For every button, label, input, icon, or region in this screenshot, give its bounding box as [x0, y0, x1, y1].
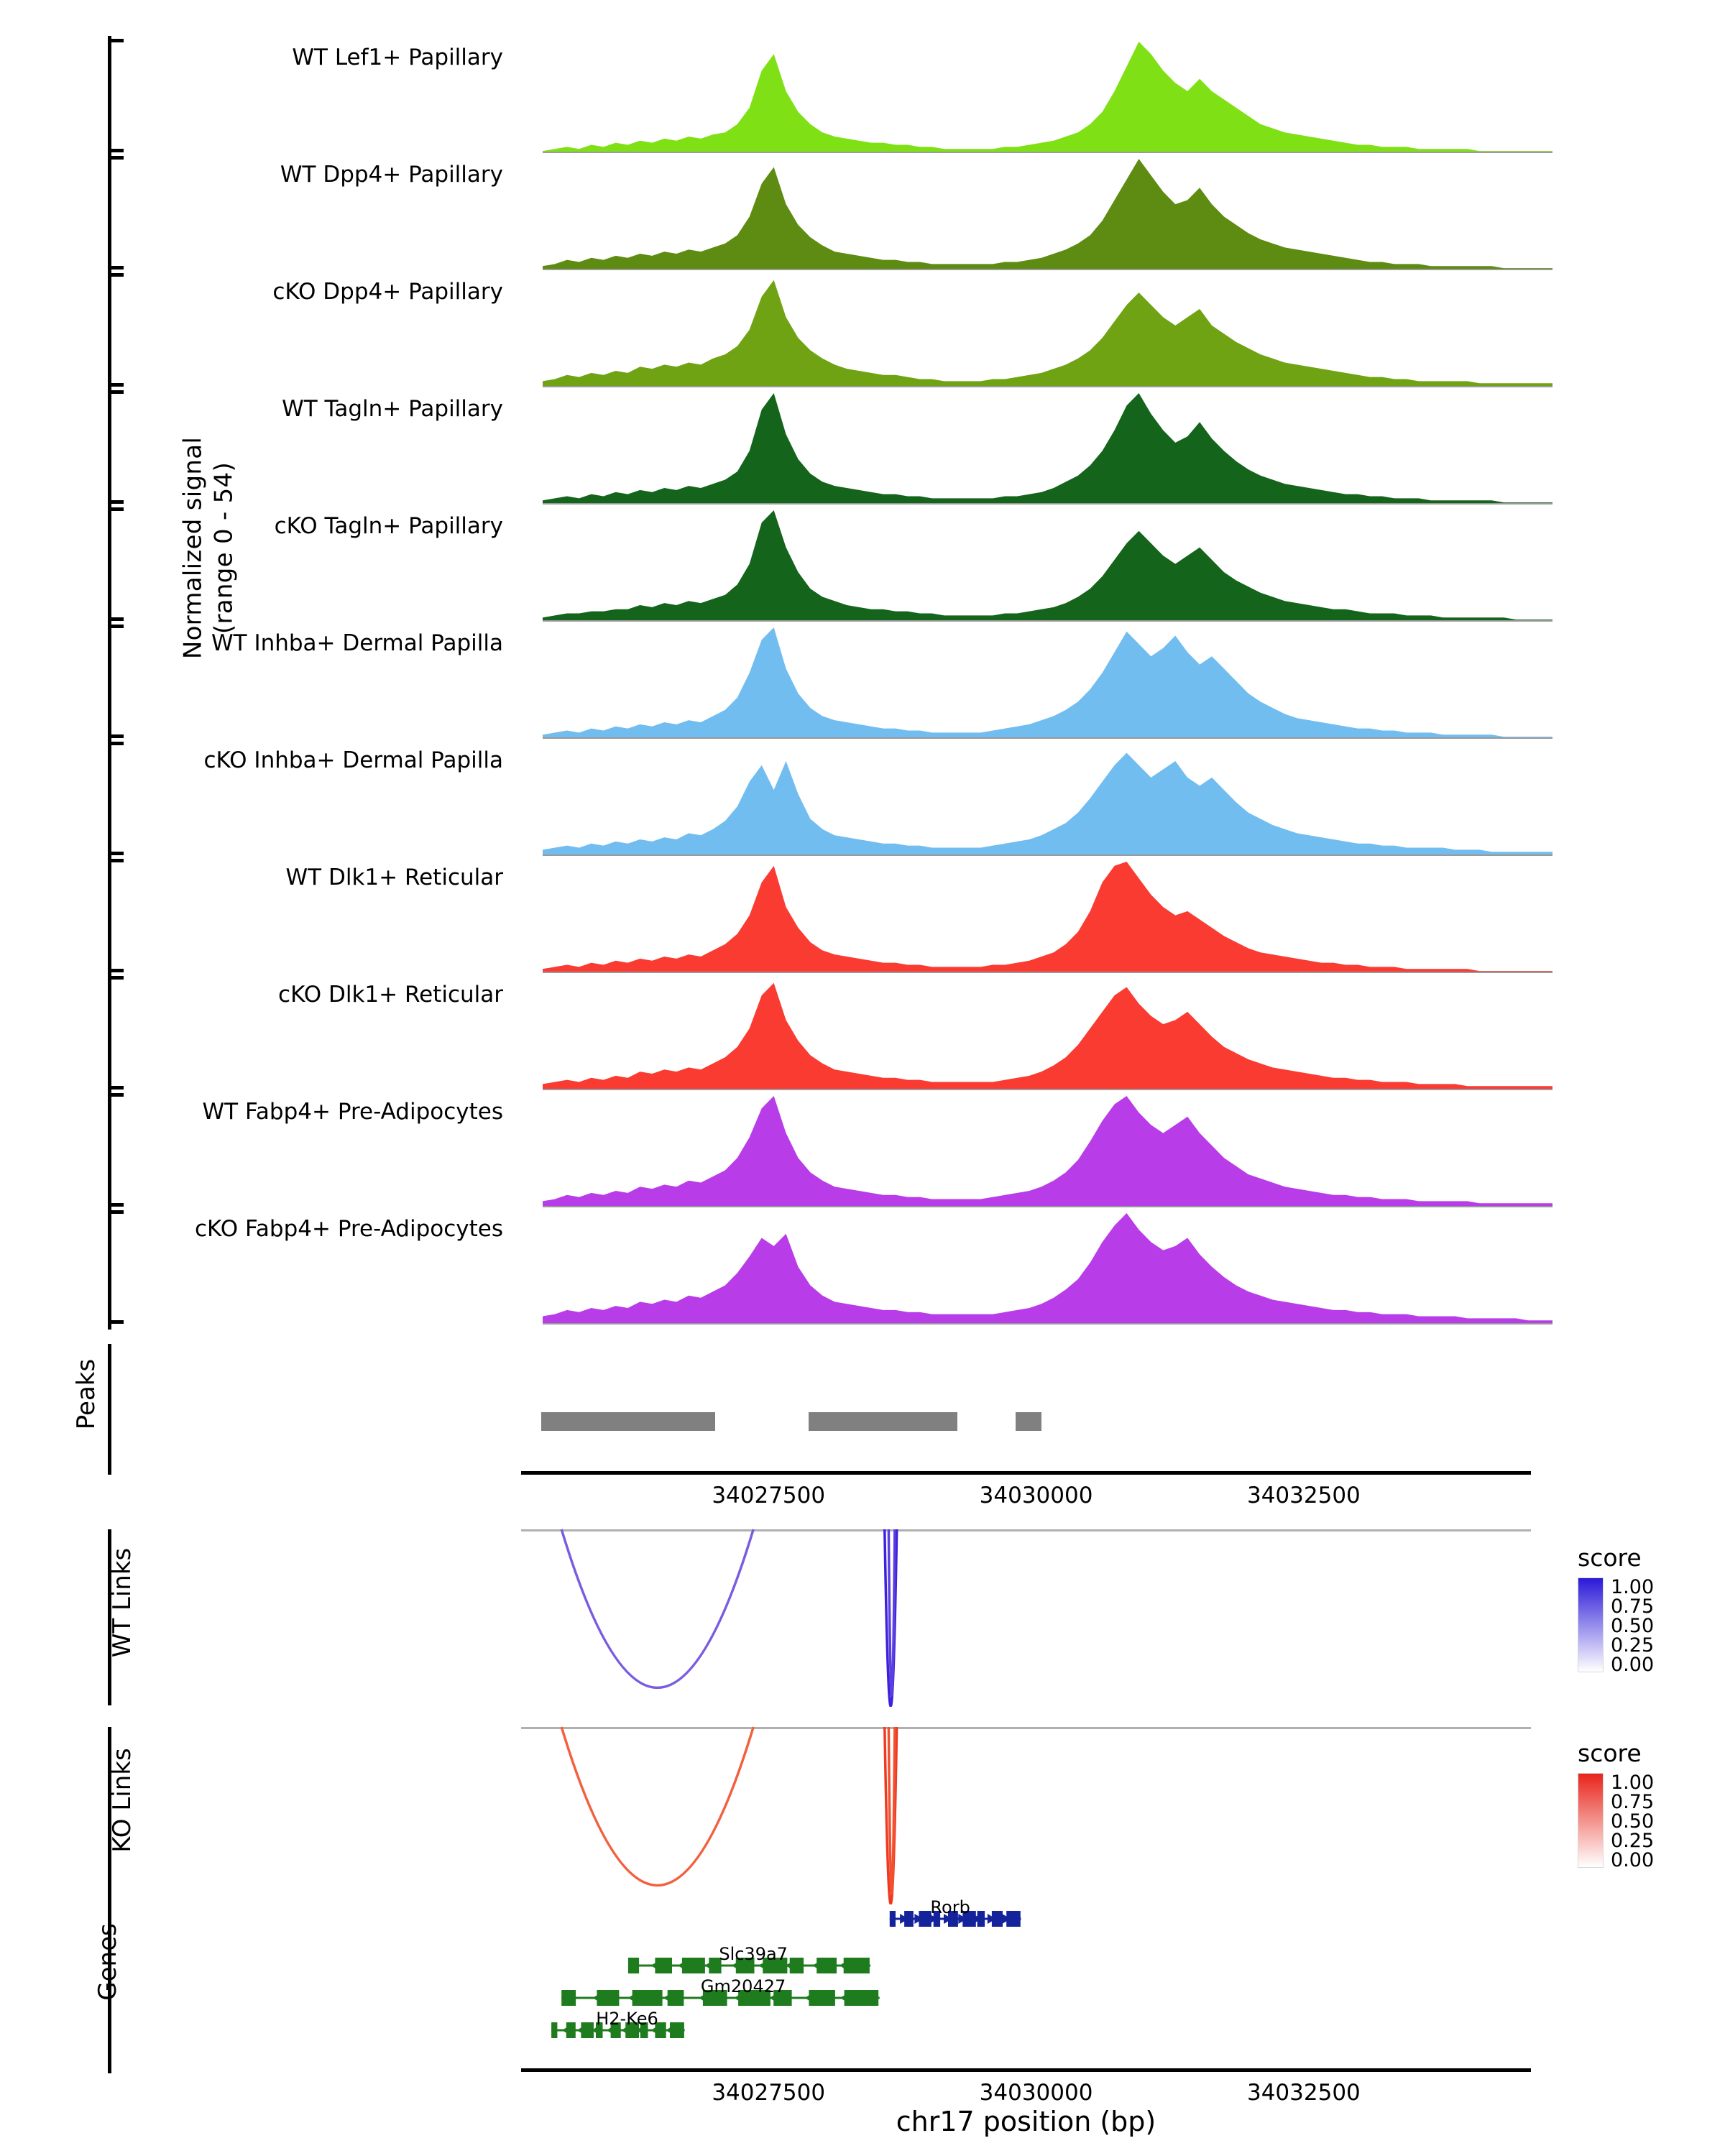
signal-track-area [543, 505, 1552, 622]
signal-axis-tick [108, 266, 124, 270]
gene-strand-arrow [840, 1993, 849, 2003]
signal-track-area [543, 739, 1552, 856]
gene-exon [632, 1990, 663, 2006]
signal-track-label: cKO Dpp4+ Papillary [272, 279, 503, 305]
signal-axis-tick [108, 625, 124, 628]
signal-track-area [543, 1207, 1552, 1325]
gene-name-label: H2-Ke6 [596, 2009, 658, 2029]
link-arc [888, 1727, 895, 1893]
signal-track-label: cKO Inhba+ Dermal Papilla [203, 747, 503, 773]
gene-strand-arrow [678, 1961, 686, 1971]
position-tick-label: 34032500 [1246, 2080, 1361, 2106]
gene-name-label: Gm20427 [700, 1976, 786, 1996]
legend-tick-label: 0.50 [1611, 1615, 1655, 1637]
gene-exon [551, 2022, 557, 2038]
signal-axis-tick [108, 1203, 124, 1207]
legend-tick-label: 0.00 [1611, 1849, 1655, 1871]
legend-tick-label: 1.00 [1611, 1772, 1655, 1794]
signal-track [129, 739, 1552, 856]
signal-axis-tick [108, 976, 124, 980]
signal-axis-tick [108, 859, 124, 862]
ko-links-plot [521, 1721, 1531, 1904]
signal-track-baseline [543, 1323, 1552, 1325]
position-tick-label: 34032500 [1246, 1483, 1361, 1508]
position-axis-bottom [521, 2068, 1531, 2111]
signal-track-label: WT Tagln+ Papillary [282, 396, 503, 422]
gene-exon [628, 1958, 639, 1973]
position-axis-top [521, 1471, 1531, 1514]
signal-track-area [543, 387, 1552, 505]
signal-track-label: WT Inhba+ Dermal Papilla [211, 630, 503, 656]
ko-legend-title: score [1578, 1739, 1642, 1767]
ko-legend-gradient [1578, 1773, 1604, 1868]
position-tick-label: 34027500 [712, 2080, 826, 2106]
gene-name-label: Rorb [930, 1897, 970, 1917]
signal-track [129, 1207, 1552, 1325]
genes-plot [521, 1897, 1531, 2077]
wt-links-plot [521, 1524, 1531, 1707]
x-axis-title: chr17 position (bp) [896, 2106, 1156, 2137]
wt-score-legend [1578, 1544, 1725, 1676]
signal-track [129, 856, 1552, 973]
signal-axis-tick [108, 1210, 124, 1214]
peak-bar [809, 1412, 957, 1431]
ko-legend-ticks [1611, 1772, 1655, 1871]
signal-axis-tick [108, 852, 124, 855]
legend-tick-label: 0.75 [1611, 1595, 1655, 1618]
link-arc [888, 1529, 895, 1695]
gene-strand-arrow [592, 1993, 601, 2003]
signal-axis-tick [108, 390, 124, 394]
signal-track [129, 973, 1552, 1090]
legend-tick-label: 0.25 [1611, 1634, 1655, 1657]
signal-axis-tick [108, 742, 124, 745]
signal-track-area [543, 973, 1552, 1090]
gene-name-label: Slc39a7 [719, 1944, 788, 1964]
gene-strand-arrow [576, 2025, 585, 2035]
link-arc [561, 1529, 753, 1687]
legend-tick-label: 0.25 [1611, 1830, 1655, 1852]
signal-axis-tick [108, 1093, 124, 1097]
signal-track-label: WT Fabp4+ Pre-Adipocytes [202, 1099, 503, 1125]
y-axis-title-line1: Normalized signal [178, 436, 208, 660]
signal-track-label: WT Lef1+ Papillary [292, 45, 503, 70]
peak-bar [541, 1412, 715, 1431]
position-tick-label: 34030000 [979, 2080, 1093, 2106]
signal-axis-tick [108, 969, 124, 972]
signal-track-area [543, 622, 1552, 739]
signal-axis-tick [108, 617, 124, 621]
signal-track [129, 270, 1552, 387]
signal-track-label: WT Dlk1+ Reticular [285, 865, 503, 890]
legend-tick-label: 0.00 [1611, 1654, 1655, 1676]
signal-track-label: cKO Fabp4+ Pre-Adipocytes [195, 1216, 503, 1242]
signal-track [129, 153, 1552, 270]
signal-track-area [543, 153, 1552, 270]
legend-tick-label: 0.50 [1611, 1810, 1655, 1833]
signal-track [129, 1090, 1552, 1207]
signal-axis-tick [108, 149, 124, 152]
signal-track-label: WT Dpp4+ Papillary [280, 162, 503, 188]
signal-track-label: cKO Dlk1+ Reticular [278, 982, 503, 1008]
signal-axis-tick [108, 1320, 124, 1324]
signal-track [129, 505, 1552, 622]
signal-track-area [543, 270, 1552, 387]
link-arc [561, 1727, 753, 1885]
gene-exon [561, 1990, 576, 2006]
signal-axis-tick [108, 156, 124, 160]
signal-axis-tick [108, 273, 124, 277]
peaks-track [521, 1344, 1531, 1475]
gene-strand-arrow [562, 2025, 571, 2035]
wt-links-label: WT Links [108, 1547, 137, 1658]
position-tick-label: 34030000 [979, 1483, 1093, 1508]
gene-strand-arrow [628, 1993, 637, 2003]
legend-tick-label: 0.75 [1611, 1791, 1655, 1813]
signal-axis-tick [108, 507, 124, 511]
genes-label: Genes [93, 1923, 122, 2001]
signal-axis-tick [108, 500, 124, 504]
signal-track-area [543, 856, 1552, 973]
signal-track-area [543, 1090, 1552, 1207]
peak-bar [1016, 1412, 1041, 1431]
gene-exon [845, 1990, 879, 2006]
signal-tracks-panel [108, 36, 1552, 1330]
y-axis-title-line2: (range 0 - 54) [209, 461, 238, 635]
wt-links-panel [108, 1524, 1552, 1710]
signal-track [129, 387, 1552, 505]
ko-links-panel [108, 1721, 1552, 1908]
legend-tick-label: 1.00 [1611, 1576, 1655, 1598]
peaks-label: Peaks [72, 1358, 101, 1430]
gene-strand-arrow [650, 1961, 659, 1971]
peaks-axis-spine [108, 1344, 111, 1475]
signal-track [129, 36, 1552, 153]
signal-axis-spine [108, 36, 111, 1330]
position-axis-line-top [521, 1471, 1531, 1475]
signal-axis-tick [108, 734, 124, 738]
signal-axis-tick [108, 1086, 124, 1089]
gene-exon [890, 1911, 896, 1927]
signal-axis-tick [108, 383, 124, 387]
position-tick-label: 34027500 [712, 1483, 826, 1508]
wt-legend-gradient [1578, 1577, 1604, 1672]
position-axis-line-bottom [521, 2068, 1531, 2072]
ko-links-label: KO Links [108, 1748, 137, 1853]
signal-track [129, 622, 1552, 739]
signal-track-label: cKO Tagln+ Papillary [274, 513, 503, 539]
gene-strand-arrow [840, 1961, 848, 1971]
wt-legend-title: score [1578, 1544, 1642, 1572]
signal-axis-tick [108, 39, 124, 42]
signal-track-area [543, 36, 1552, 153]
peaks-panel [72, 1344, 1552, 1480]
ko-score-legend [1578, 1739, 1725, 1871]
gene-strand-arrow [812, 1961, 821, 1971]
wt-legend-ticks [1611, 1576, 1655, 1676]
